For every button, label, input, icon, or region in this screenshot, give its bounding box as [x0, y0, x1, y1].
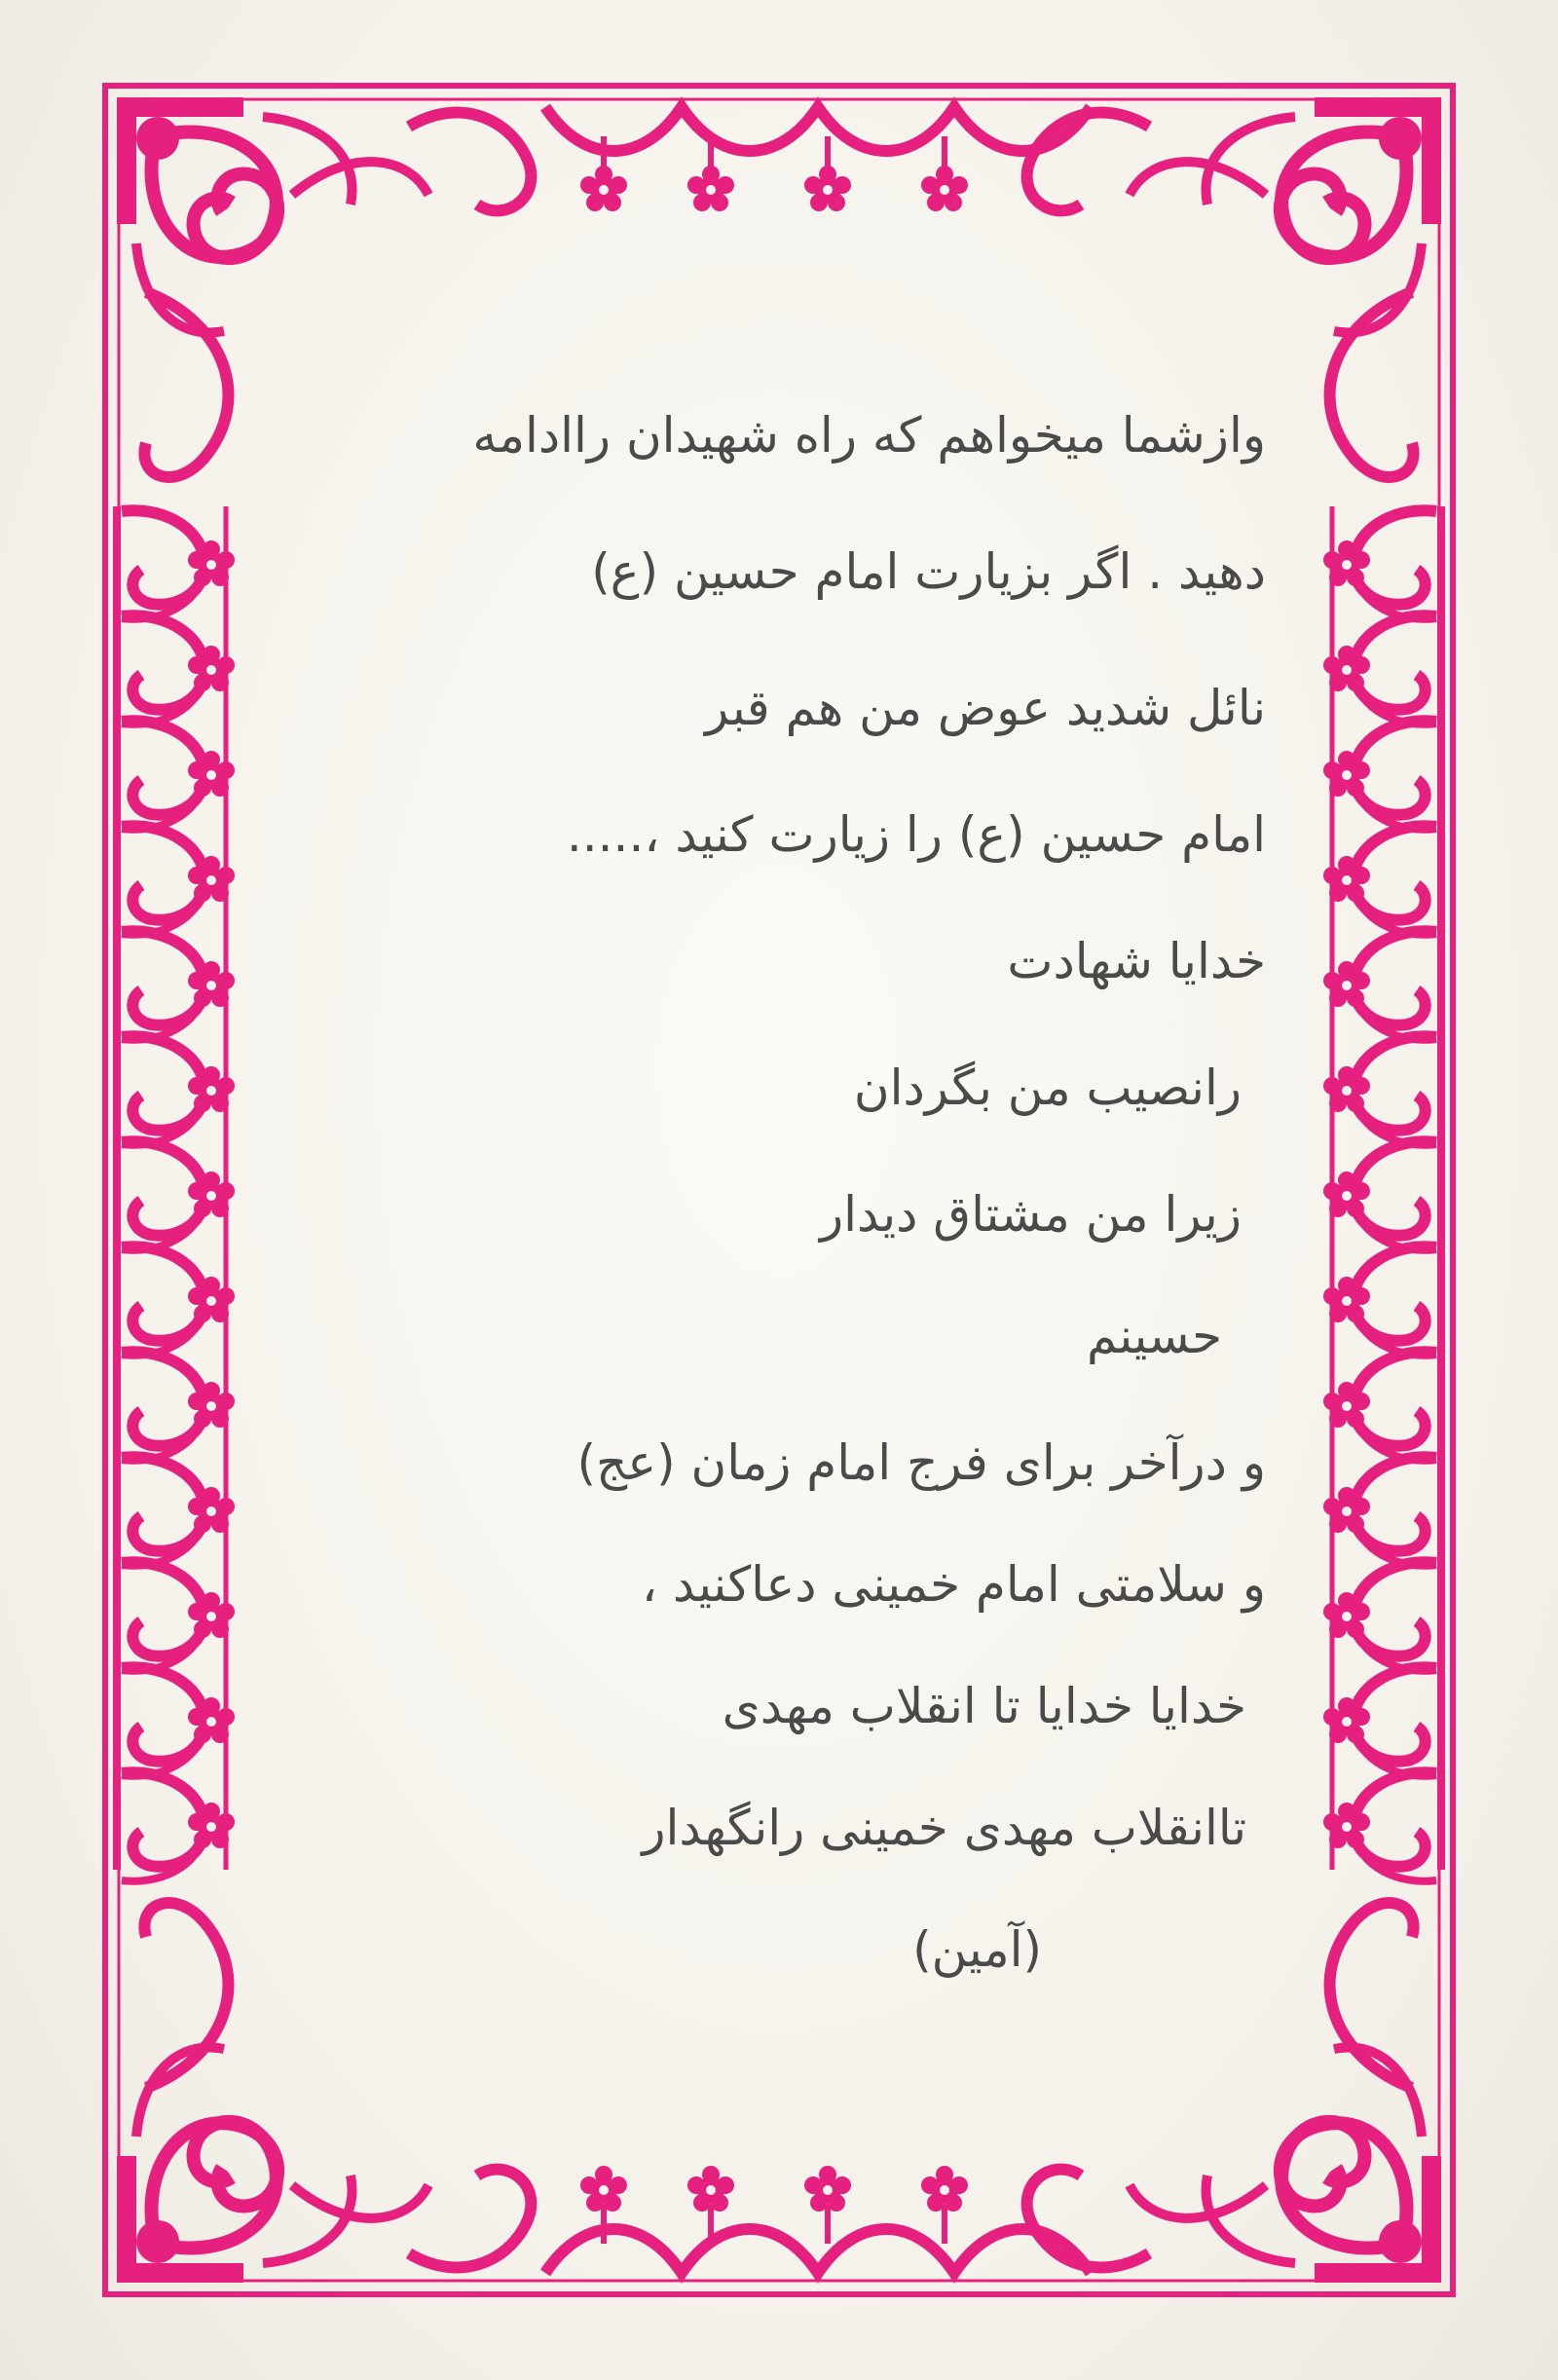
border-ornament	[1323, 1141, 1436, 1250]
text-line: تاانقلاب مهدی خمینی رانگهدار	[642, 1800, 1246, 1856]
border-ornament	[1323, 1036, 1436, 1145]
border-ornament	[1323, 826, 1436, 935]
bottom-border-band	[292, 2166, 1266, 2273]
border-ornament	[1323, 1667, 1436, 1776]
border-ornament	[122, 1352, 235, 1461]
border-ornament	[122, 510, 235, 619]
border-ornament	[122, 826, 235, 935]
text-line: امام حسین (ع) را زیارت کنید ،.....	[566, 806, 1266, 863]
border-ornament	[122, 931, 235, 1040]
border-ornament	[122, 1246, 235, 1356]
border-ornament	[1323, 1772, 1436, 1881]
border-ornament	[122, 1667, 235, 1776]
border-ornament	[122, 615, 235, 725]
border-ornament	[1323, 931, 1436, 1040]
text-line: و درآخر برای فرج امام زمان (عج)	[576, 1434, 1266, 1491]
border-ornament	[1323, 615, 1436, 725]
border-ornament	[1323, 1457, 1436, 1566]
text-line: (آمین)	[912, 1921, 1042, 1978]
message-text-block	[253, 407, 1266, 2014]
border-ornament	[122, 1141, 235, 1250]
border-ornament	[122, 1457, 235, 1566]
text-line: دهید . اگر بزیارت امام حسین (ع)	[591, 543, 1266, 600]
border-ornament	[122, 1036, 235, 1145]
text-line: نائل شدید عوض من هم قبر	[705, 680, 1266, 736]
border-ornament	[1323, 1352, 1436, 1461]
border-ornament	[1323, 721, 1436, 830]
top-border-band	[292, 107, 1266, 211]
text-line: خدایا خدایا تا انقلاب مهدی	[722, 1678, 1246, 1734]
text-line: خدایا شهادت	[1007, 933, 1266, 989]
border-ornament	[122, 1562, 235, 1671]
border-ornament	[1323, 510, 1436, 619]
text-line: حسینم	[1087, 1308, 1222, 1364]
border-ornament	[122, 721, 235, 830]
text-line: رانصیب من بگردان	[853, 1060, 1242, 1116]
border-ornament	[1323, 1246, 1436, 1356]
text-line: وازشما میخواهم که راه شهیدان راادامه	[472, 407, 1266, 464]
border-ornament	[122, 1772, 235, 1881]
text-line: زیرا من مشتاق دیدار	[819, 1186, 1242, 1243]
text-line: و سلامتی امام خمینی دعاکنید ،	[641, 1556, 1266, 1613]
border-ornament	[1323, 1562, 1436, 1671]
